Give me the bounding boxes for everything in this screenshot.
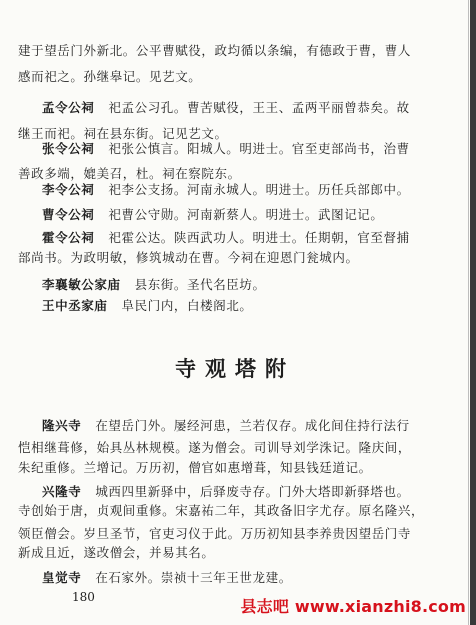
text-line: 新成且近，遂改僧会，并易其名。 <box>18 545 215 560</box>
text-line: 继王而祀。祠在县东街。记见艺文。 <box>18 126 228 141</box>
entry-text: 在石家外。崇祯十三年王世龙建。 <box>95 570 292 585</box>
entry-label: 兴隆寺 <box>42 484 82 499</box>
entry-text: 祀孟公习孔。曹苦赋役，王王、孟两平丽曾恭矣。故 <box>108 100 410 115</box>
text-line: 建于望岳门外新北。公平曹赋役，政均循以条编，有德政于曹，曹人 <box>18 43 412 58</box>
entry-line <box>42 298 253 314</box>
entry-line <box>42 141 410 157</box>
text-line: 感而祀之。孙继皋记。见艺文。 <box>18 69 202 84</box>
entry-label: 霍令公祠 <box>42 230 95 245</box>
entry-line <box>42 570 292 586</box>
entry-label: 张令公祠 <box>42 141 95 156</box>
entry-line <box>42 182 410 198</box>
page-number: 180 <box>72 590 95 604</box>
entry-text: 祀张公慎言。阳城人。明进士。官至吏部尚书，治曹 <box>108 141 410 156</box>
entry-text: 城西四里新驿中，后驿废寺存。门外大塔即新驿塔也。 <box>95 484 410 499</box>
entry-line <box>42 277 266 293</box>
entry-label: 李令公祠 <box>42 182 95 197</box>
text-line: 部尚书。为政明敏，修筑城动在曹。今祠在迎恩门瓮城内。 <box>18 250 359 265</box>
entry-line <box>42 418 410 434</box>
entry-text: 阜民门内，白楼阁北。 <box>121 298 253 313</box>
entry-label: 王中丞家庙 <box>42 298 108 313</box>
entry-line <box>42 100 410 116</box>
entry-line <box>42 484 410 500</box>
entry-label: 李襄敏公家庙 <box>42 277 121 292</box>
text-line: 恺相继葺修，始具丛林规模。遂为僧会。司训导刘学洙记。隆庆间， <box>18 440 412 455</box>
entry-text: 祀李公支扬。河南永城人。明进士。历任兵部郎中。 <box>108 182 410 197</box>
page-gutter <box>470 0 476 625</box>
text-line: 寺创始于唐，贞观间重修。宋嘉祐二年，其政备旧字尤存。原名隆兴， <box>18 503 425 518</box>
entry-label: 曹令公祠 <box>42 207 95 222</box>
section-title: 寺观塔附 <box>175 356 295 381</box>
entry-text: 祀霍公达。陕西武功人。明进士。任期朝，官至督捕 <box>108 230 410 245</box>
text-line: 善政多端，媲美召，杜。祠在察院东。 <box>18 166 241 181</box>
watermark: 县志吧 www.xianzhi8.com <box>240 597 466 616</box>
entry-label: 皇觉寺 <box>42 570 82 585</box>
text-line: 朱纪重修。兰增记。万历初，僧官如惠增葺，知县钱廷道记。 <box>18 460 372 475</box>
entry-text: 在望岳门外。屡经河患，兰若仅存。成化间住持行法行 <box>95 418 410 433</box>
entry-text: 祀曹公守勋。河南新蔡人。明进士。武图记记。 <box>108 207 384 222</box>
entry-label: 孟令公祠 <box>42 100 95 115</box>
page-edge-line <box>468 0 469 625</box>
entry-text: 县东街。圣代名臣坊。 <box>134 277 266 292</box>
entry-line <box>42 230 410 246</box>
text-line: 领臣僧会。岁旦圣节，官吏习仪于此。万历初知县李养贵因望岳门寺 <box>18 526 412 541</box>
entry-line <box>42 207 384 223</box>
entry-label: 隆兴寺 <box>42 418 82 433</box>
